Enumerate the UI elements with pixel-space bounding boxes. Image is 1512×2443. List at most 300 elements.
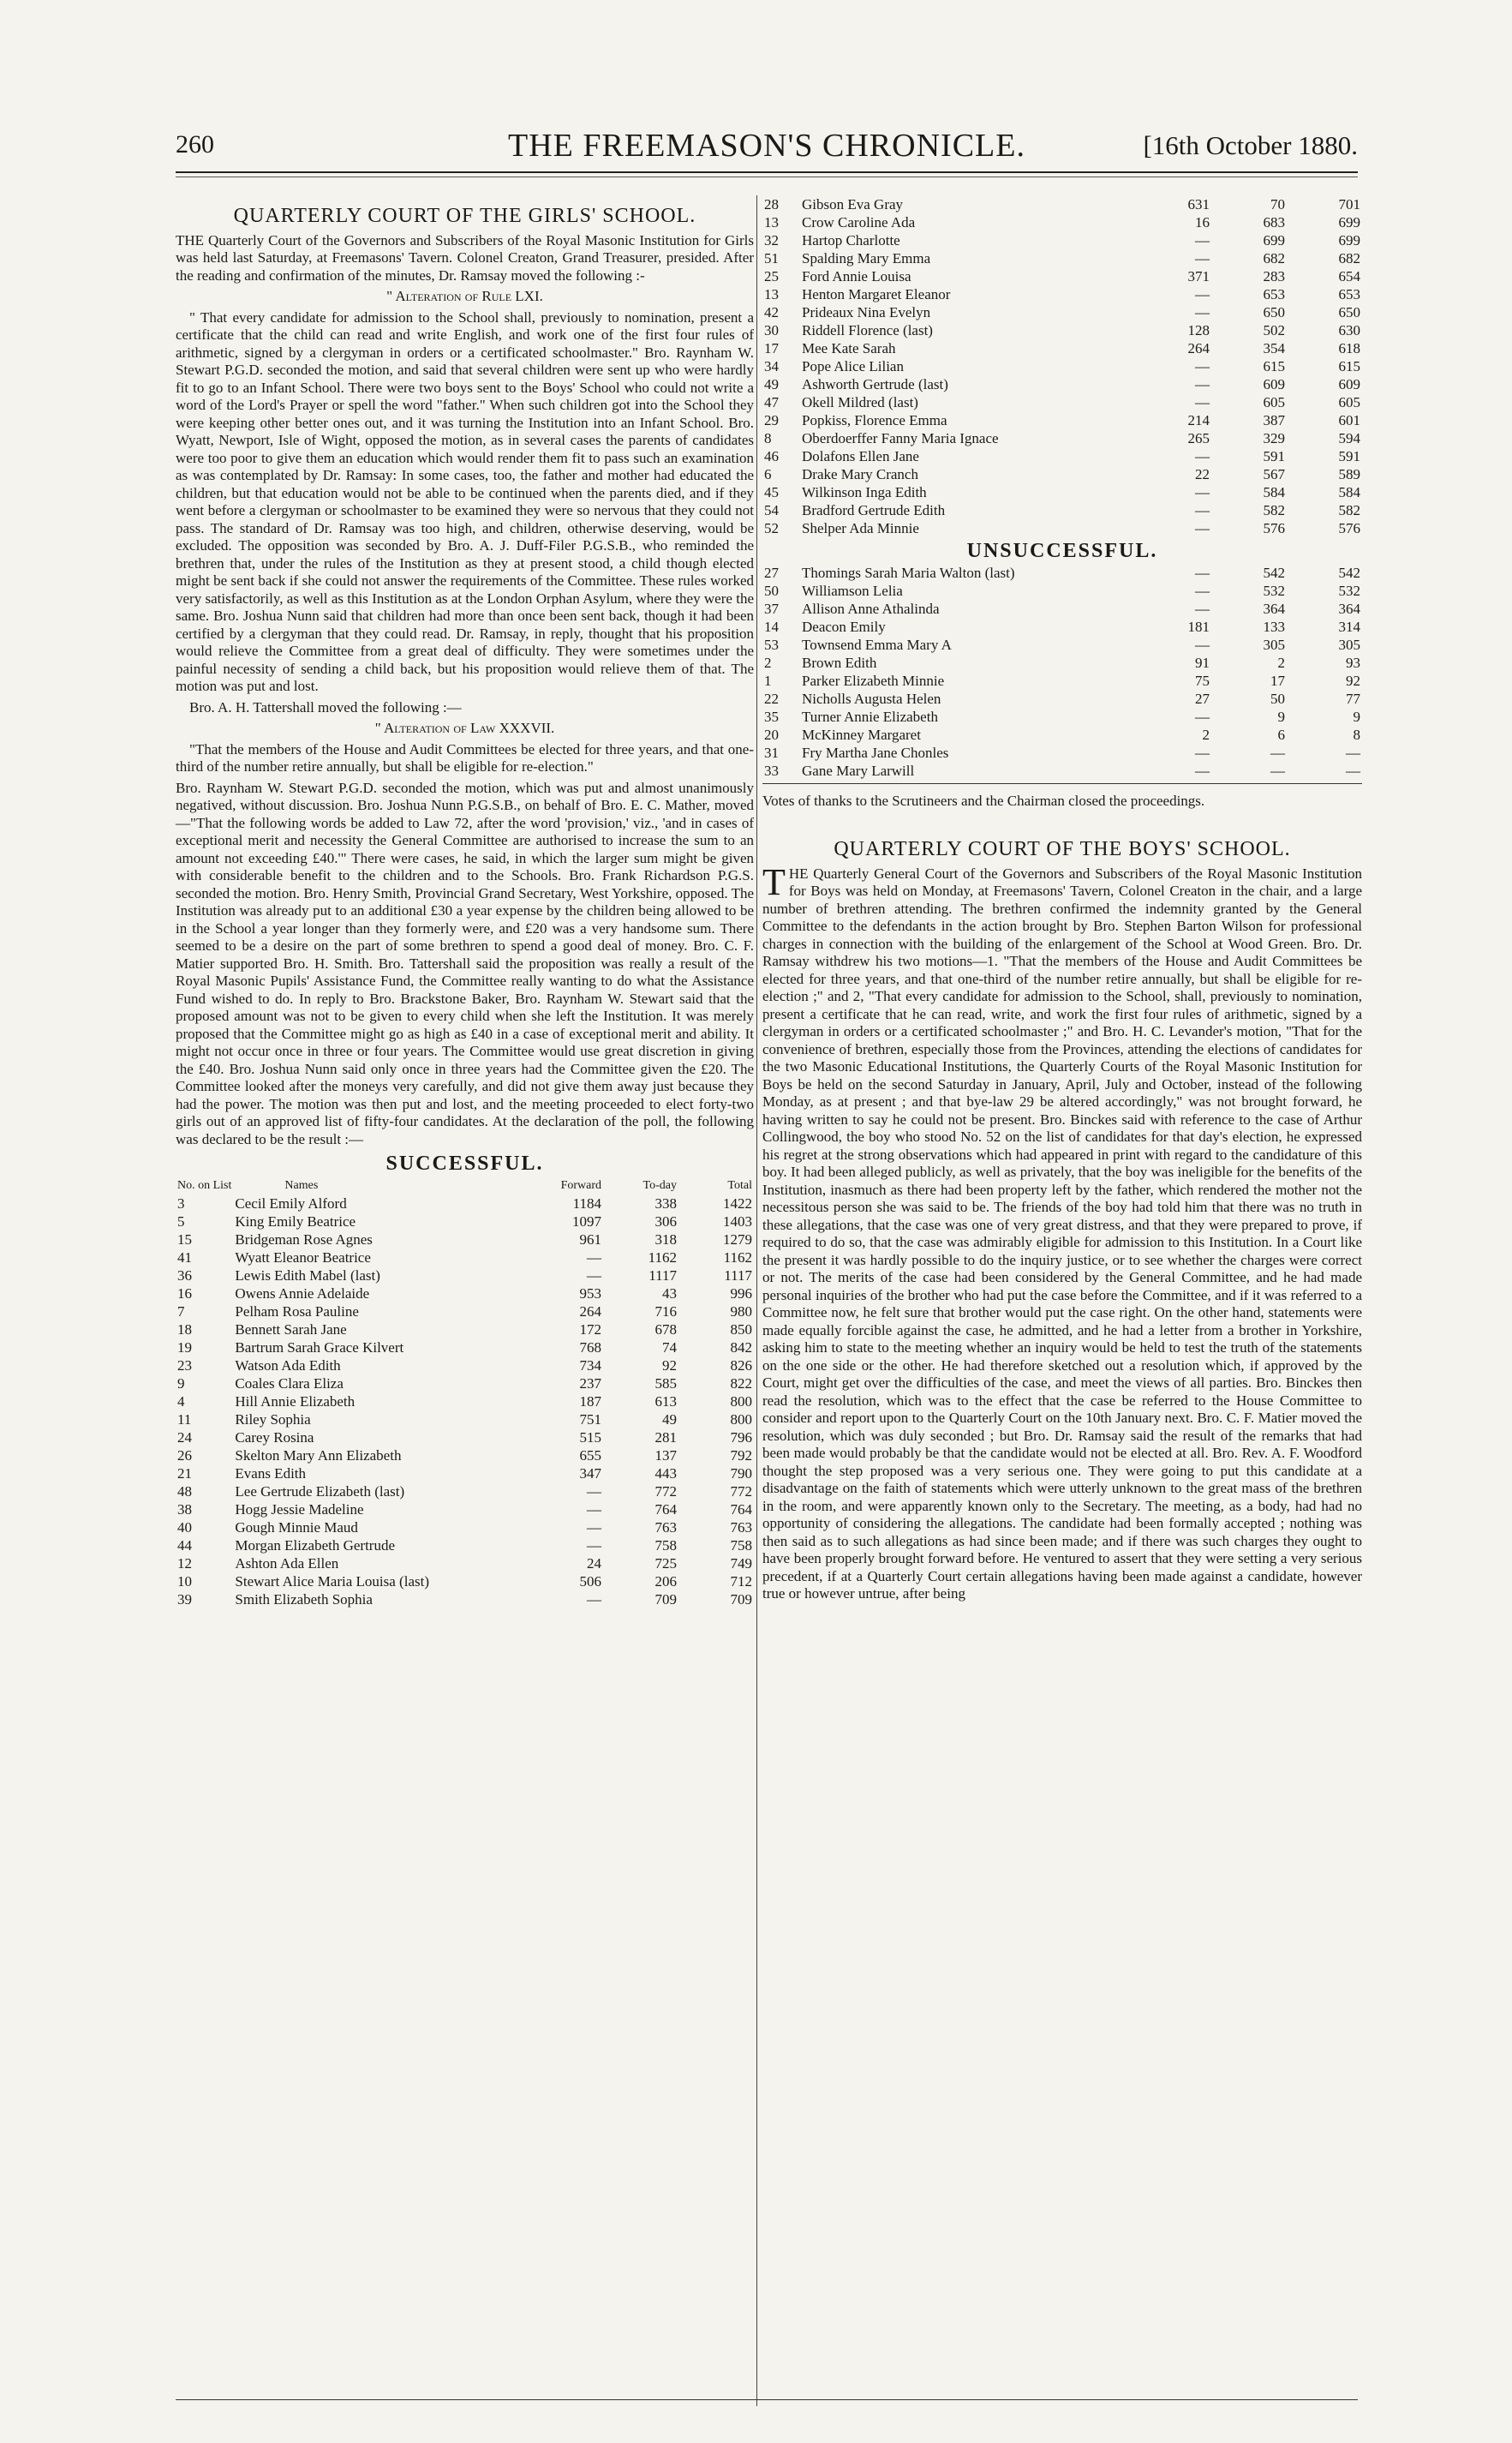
table-row xyxy=(176,1284,754,1302)
list-number: 45 xyxy=(764,484,779,500)
today-votes: 763 xyxy=(654,1518,677,1536)
today-votes: 283 xyxy=(1263,268,1285,284)
candidate-name: Turner Annie Elizabeth xyxy=(802,708,938,725)
candidate-name: Smith Elizabeth Sophia xyxy=(235,1590,373,1608)
list-number: 46 xyxy=(764,448,779,464)
total-votes: 542 xyxy=(1338,564,1360,581)
table-row xyxy=(176,1195,754,1213)
candidate-name: Fry Martha Jane Chonles xyxy=(802,744,949,761)
table-row xyxy=(762,582,1362,600)
today-votes: 758 xyxy=(654,1536,677,1554)
drop-cap: T xyxy=(762,860,786,903)
candidate-name: Lee Gertrude Elizabeth (last) xyxy=(235,1482,405,1500)
today-votes: 605 xyxy=(1263,394,1285,410)
list-number: 48 xyxy=(177,1482,192,1500)
list-number: 51 xyxy=(764,250,779,266)
today-votes: 70 xyxy=(1270,196,1285,213)
total-votes: — xyxy=(1346,762,1360,779)
total-votes: 842 xyxy=(730,1338,752,1356)
table-row xyxy=(762,600,1362,618)
today-votes: 650 xyxy=(1263,304,1285,320)
forward-votes: — xyxy=(587,1248,601,1266)
forward-votes: 953 xyxy=(579,1284,601,1302)
table-row xyxy=(762,483,1362,501)
candidate-name: Deacon Emily xyxy=(802,618,886,635)
forward-votes: 24 xyxy=(587,1554,601,1572)
candidate-name: Henton Margaret Eleanor xyxy=(802,286,951,302)
list-number: 4 xyxy=(177,1392,185,1410)
table-row xyxy=(762,762,1362,780)
today-votes: 709 xyxy=(654,1590,677,1608)
forward-votes: 75 xyxy=(1195,672,1210,689)
table-row xyxy=(176,1554,754,1572)
list-number: 36 xyxy=(177,1266,192,1284)
today-votes: 532 xyxy=(1263,582,1285,599)
list-number: 13 xyxy=(764,214,779,231)
total-votes: 749 xyxy=(730,1554,752,1572)
forward-votes: 237 xyxy=(579,1374,601,1392)
table-row xyxy=(762,231,1362,249)
total-votes: 582 xyxy=(1338,502,1360,518)
list-number: 49 xyxy=(764,376,779,392)
list-number: 23 xyxy=(177,1356,192,1374)
candidate-name: Nicholls Augusta Helen xyxy=(802,690,941,707)
list-number: 6 xyxy=(764,466,772,482)
total-votes: 314 xyxy=(1338,618,1360,635)
forward-votes: — xyxy=(1195,582,1210,599)
list-number: 24 xyxy=(177,1428,192,1446)
list-number: 41 xyxy=(177,1248,192,1266)
table-row xyxy=(762,195,1362,213)
total-votes: 630 xyxy=(1338,322,1360,338)
today-votes: 338 xyxy=(654,1195,677,1212)
today-votes: 206 xyxy=(654,1572,677,1590)
list-number: 1 xyxy=(764,672,772,689)
table-row xyxy=(762,501,1362,519)
table-row xyxy=(762,249,1362,267)
forward-votes: — xyxy=(1195,286,1210,302)
candidate-name: Allison Anne Athalinda xyxy=(802,600,940,617)
candidate-name: Shelper Ada Minnie xyxy=(802,520,919,536)
candidate-name: Owens Annie Adelaide xyxy=(235,1284,370,1302)
candidate-name: Popkiss, Florence Emma xyxy=(802,412,947,428)
total-votes: 764 xyxy=(730,1500,752,1518)
rule-caption: " Alteration of Rule LXI. xyxy=(386,288,543,304)
forward-votes: 631 xyxy=(1187,196,1210,213)
forward-votes: 751 xyxy=(579,1410,601,1428)
list-number: 34 xyxy=(764,358,779,374)
today-votes: 6 xyxy=(1277,726,1285,743)
right-column xyxy=(762,195,1362,1607)
masthead: THE FREEMASON'S CHRONICLE. xyxy=(508,128,1025,164)
table-row xyxy=(762,618,1362,636)
total-votes: 850 xyxy=(730,1320,752,1338)
forward-votes: — xyxy=(587,1518,601,1536)
table-row xyxy=(176,1302,754,1320)
today-votes: 305 xyxy=(1263,636,1285,653)
forward-votes: 265 xyxy=(1187,430,1210,446)
forward-votes: 264 xyxy=(1187,340,1210,356)
candidate-name: Okell Mildred (last) xyxy=(802,394,918,410)
candidate-name: Townsend Emma Mary A xyxy=(802,636,952,653)
table-row xyxy=(762,357,1362,375)
list-number: 33 xyxy=(764,762,779,779)
forward-votes: 181 xyxy=(1187,618,1210,635)
girls-intro: THE Quarterly Court of the Governors and Subscribers of the Royal Masonic Institution for Girls was held last Saturday, at Freemasons' Tavern. Colonel Creaton, Grand Treasurer, presided. After the reading and confirmation of the minutes, Dr. Ramsay moved the following :- xyxy=(176,231,754,284)
total-votes: 594 xyxy=(1338,430,1360,446)
total-votes: 591 xyxy=(1338,448,1360,464)
today-votes: 387 xyxy=(1263,412,1285,428)
table-row xyxy=(176,1230,754,1248)
total-votes: 1422 xyxy=(723,1195,752,1212)
forward-votes: 1184 xyxy=(572,1195,601,1212)
forward-votes: — xyxy=(1195,708,1210,725)
candidate-name: Parker Elizabeth Minnie xyxy=(802,672,945,689)
candidate-name: Lewis Edith Mabel (last) xyxy=(235,1266,380,1284)
table-row xyxy=(176,1428,754,1446)
total-votes: 609 xyxy=(1338,376,1360,392)
table-row xyxy=(762,708,1362,726)
total-votes: 800 xyxy=(730,1410,752,1428)
forward-votes: 1097 xyxy=(572,1213,601,1230)
total-votes: 792 xyxy=(730,1446,752,1464)
list-number: 32 xyxy=(764,232,779,248)
total-votes: 605 xyxy=(1338,394,1360,410)
candidate-name: Coales Clara Eliza xyxy=(235,1374,344,1392)
today-votes: 50 xyxy=(1270,690,1285,707)
successful-table xyxy=(176,1177,754,1608)
total-votes: 1403 xyxy=(723,1213,752,1230)
total-votes: 1279 xyxy=(723,1230,752,1248)
left-column xyxy=(176,195,754,1608)
list-number: 19 xyxy=(177,1338,192,1356)
list-number: 39 xyxy=(177,1590,192,1608)
table-row xyxy=(762,321,1362,339)
total-votes: 589 xyxy=(1338,466,1360,482)
girls-closing: Votes of thanks to the Scrutineers and the Chairman closed the proceedings. xyxy=(762,792,1205,809)
today-votes: — xyxy=(1270,762,1285,779)
issue-date: [16th October 1880. xyxy=(1143,130,1358,160)
today-votes: 502 xyxy=(1263,322,1285,338)
list-number: 15 xyxy=(177,1230,192,1248)
total-votes: 532 xyxy=(1338,582,1360,599)
list-number: 14 xyxy=(764,618,779,635)
forward-votes: 515 xyxy=(579,1428,601,1446)
today-votes: 9 xyxy=(1277,708,1285,725)
candidate-name: Gibson Eva Gray xyxy=(802,196,904,213)
total-votes: 576 xyxy=(1338,520,1360,536)
girls-law-discussion: Bro. Raynham W. Stewart P.G.D. seconded the motion, which was put and almost unanimously negatived, without discussion. Bro. Joshua Nunn P.G.S.B., on behalf of Bro. E. C. Mather, moved—"That the following words be added to Law 72, after the word 'provision,' viz., 'and in cases of exceptional merit and necessity the General Committee are authorised to increase the sum to an amount not exceeding £40.'" There were cases, he said, in which the larger sum might be given with considerable benefit to the children and to the Schools. Bro. Frank Richardson P.G.S. seconded the motion. Bro. Henry Smith, Provincial Grand Secretary, West Yorkshire, opposed. The Institution was already put to an additional £30 a year expense by the children being allowed to be in the School a year longer than they formerly were, and £20 was a very handsome sum. There seemed to be a desire on the part of some brethren to spend a good deal of money. Bro. C. F. Matier supported Bro. H. Smith. Bro. Tattershall said the proposition was really a result of the Royal Masonic Pupils' Assistance Fund, the Committee really wanting to do what the Assistance Fund wished to do. In reply to Bro. Brackstone Baker, Bro. Raynham W. Stewart said that the proposed amount was not to be given to every child when she left the Institution. It was merely proposed that the Committee might go as high as £40 in a case of exceptional merit and ability. It might not occur once in three or four years. The Committee would use great discretion in giving the £40. Bro. Joshua Nunn said only once in three years had the Committee given the £20. The Committee looked after the moneys very carefully, and did not give them away just because they had the power. The motion was then put and lost, and the meeting proceeded to elect forty-two girls out of an approved list of fifty-four candidates. At the declaration of the poll, the following was declared to be the result :— xyxy=(176,779,754,1147)
total-votes: 584 xyxy=(1338,484,1360,500)
list-number: 20 xyxy=(764,726,779,743)
table-row xyxy=(762,339,1362,357)
forward-votes: — xyxy=(1195,744,1210,761)
table-row xyxy=(762,267,1362,285)
today-votes: 306 xyxy=(654,1213,677,1230)
table-row xyxy=(176,1446,754,1464)
forward-votes: — xyxy=(1195,232,1210,248)
today-votes: 74 xyxy=(662,1338,677,1356)
list-number: 3 xyxy=(177,1195,185,1212)
page-header xyxy=(176,130,1358,165)
column-divider xyxy=(756,195,757,2406)
candidate-name: Gane Mary Larwill xyxy=(802,762,915,779)
girls-rule-discussion: " That every candidate for admission to the School shall, previously to nomination, present a certificate that the child can read and write English, and work one of the first four rules of arithmetic, signed by a clergyman in orders or a certificated schoolmaster." Bro. Raynham W. Stewart P.G.D. seconded the motion, and said that several children were sent up who were hardly fit to go to an Infant School. There were two boys sent to the Boys' School who could not write a word of the Lord's Prayer or spell the word "father." When such children got into the School they were keeping other better ones out, and it was turning the Institution into an Infant School. Bro. Wyatt, Newport, Isle of Wight, opposed the motion, as in several cases the parents of candidates were too poor to give them an education which would render them fit to pass such an examination as was contemplated by Dr. Ramsay: In some cases, too, the father and mother had educated the children, but that education would not be able to be continued when the parents died, and if they went before a clergyman or schoolmaster to be examined they were so nervous that they could not pass. The standard of Dr. Ramsay was too high, and children, otherwise deserving, would be excluded. The opposition was seconded by Bro. A. J. Duff-Filer P.G.S.B., who reminded the brethren that, under the rules of the Institution as they at present stood, a child though elected might be sent back if she could not answer the requirements of the Committee. These rules worked very satisfactorily, as well as this Institution as at the London Orphan Asylum, where they were the same. Bro. Joshua Nunn said that children had more than once been sent back, though it had been certified by a clergyman that they could read. Dr. Ramsay, in reply, thought that his proposition would relieve the Committee from a great deal of difficulty. They were sometimes under the painful necessity of sending a child back, but his proposition would relieve them of that. The motion was put and lost. xyxy=(176,308,754,694)
candidate-name: Hogg Jessie Madeline xyxy=(235,1500,364,1518)
forward-votes: — xyxy=(1195,600,1210,617)
candidate-name: Wyatt Eleanor Beatrice xyxy=(235,1248,371,1266)
today-votes: 1117 xyxy=(648,1266,677,1284)
list-number: 31 xyxy=(764,744,779,761)
table-row xyxy=(762,303,1362,321)
total-votes: 826 xyxy=(730,1356,752,1374)
forward-votes: 2 xyxy=(1202,726,1210,743)
list-number: 54 xyxy=(764,502,779,518)
forward-votes: 214 xyxy=(1187,412,1210,428)
total-votes: 92 xyxy=(1346,672,1360,689)
total-votes: 1117 xyxy=(724,1266,752,1284)
candidate-name: Drake Mary Cranch xyxy=(802,466,918,482)
table-row xyxy=(762,672,1362,690)
table-row xyxy=(176,1500,754,1518)
today-votes: 443 xyxy=(654,1464,677,1482)
total-votes: 653 xyxy=(1338,286,1360,302)
col-list-no: No. on List xyxy=(177,1178,232,1192)
forward-votes: — xyxy=(1195,376,1210,392)
candidate-name: Crow Caroline Ada xyxy=(802,214,916,231)
candidate-name: Mee Kate Sarah xyxy=(802,340,896,356)
candidate-name: Evans Edith xyxy=(235,1464,307,1482)
forward-votes: 128 xyxy=(1187,322,1210,338)
list-number: 18 xyxy=(177,1320,192,1338)
total-votes: 615 xyxy=(1338,358,1360,374)
today-votes: 764 xyxy=(654,1500,677,1518)
candidate-name: King Emily Beatrice xyxy=(235,1213,356,1230)
table-row xyxy=(762,636,1362,654)
unsuccessful-heading: UNSUCCESSFUL. xyxy=(966,540,1158,562)
today-votes: 281 xyxy=(654,1428,677,1446)
table-row xyxy=(176,1338,754,1356)
forward-votes: — xyxy=(587,1536,601,1554)
forward-votes: 961 xyxy=(579,1230,601,1248)
today-votes: 615 xyxy=(1263,358,1285,374)
total-votes: 77 xyxy=(1346,690,1360,707)
successful-table-continued xyxy=(762,195,1362,537)
total-votes: — xyxy=(1346,744,1360,761)
candidate-name: Pope Alice Lilian xyxy=(802,358,904,374)
list-number: 26 xyxy=(177,1446,192,1464)
today-votes: 613 xyxy=(654,1392,677,1410)
list-number: 25 xyxy=(764,268,779,284)
table-end-rule xyxy=(762,780,1362,784)
table-row xyxy=(762,564,1362,582)
candidate-name: Dolafons Ellen Jane xyxy=(802,448,919,464)
total-votes: 682 xyxy=(1338,250,1360,266)
forward-votes: — xyxy=(1195,502,1210,518)
col-today: To-day xyxy=(642,1178,677,1192)
forward-votes: 371 xyxy=(1187,268,1210,284)
candidate-name: Watson Ada Edith xyxy=(235,1356,341,1374)
total-votes: 800 xyxy=(730,1392,752,1410)
forward-votes: 22 xyxy=(1195,466,1210,482)
boys-school-title: QUARTERLY COURT OF THE BOYS' SCHOOL. xyxy=(834,838,1291,860)
forward-votes: — xyxy=(1195,250,1210,266)
forward-votes: 264 xyxy=(579,1302,601,1320)
candidate-name: Williamson Lelia xyxy=(802,582,903,599)
today-votes: 318 xyxy=(654,1230,677,1248)
candidate-name: Brown Edith xyxy=(802,654,877,671)
total-votes: 712 xyxy=(730,1572,752,1590)
candidate-name: Bartrum Sarah Grace Kilvert xyxy=(235,1338,404,1356)
successful-heading: SUCCESSFUL. xyxy=(385,1153,544,1175)
boys-body xyxy=(762,860,1362,1603)
forward-votes: 172 xyxy=(579,1320,601,1338)
list-number: 11 xyxy=(177,1410,192,1428)
total-votes: 1162 xyxy=(723,1248,752,1266)
total-votes: 699 xyxy=(1338,214,1360,231)
table-row xyxy=(176,1248,754,1266)
today-votes: 354 xyxy=(1263,340,1285,356)
total-votes: 772 xyxy=(730,1482,752,1500)
total-votes: 650 xyxy=(1338,304,1360,320)
table-row xyxy=(176,1590,754,1608)
table-row xyxy=(762,447,1362,465)
forward-votes: — xyxy=(1195,636,1210,653)
table-row xyxy=(762,726,1362,744)
today-votes: 609 xyxy=(1263,376,1285,392)
total-votes: 796 xyxy=(730,1428,752,1446)
forward-votes: — xyxy=(587,1266,601,1284)
forward-votes: 768 xyxy=(579,1338,601,1356)
table-row xyxy=(762,375,1362,393)
candidate-name: Riddell Florence (last) xyxy=(802,322,933,338)
total-votes: 654 xyxy=(1338,268,1360,284)
table-row xyxy=(176,1572,754,1590)
today-votes: 133 xyxy=(1263,618,1285,635)
header-rule xyxy=(176,171,1358,173)
today-votes: 1162 xyxy=(648,1248,677,1266)
list-number: 38 xyxy=(177,1500,192,1518)
list-number: 37 xyxy=(764,600,779,617)
total-votes: 601 xyxy=(1338,412,1360,428)
table-row xyxy=(176,1482,754,1500)
table-row xyxy=(762,411,1362,429)
col-total: Total xyxy=(727,1178,752,1192)
col-forward: Forward xyxy=(560,1178,601,1192)
forward-votes: — xyxy=(587,1500,601,1518)
list-number: 28 xyxy=(764,196,779,213)
law-caption: " Alteration of Law XXXVII. xyxy=(374,720,555,736)
forward-votes: — xyxy=(1195,520,1210,536)
list-number: 5 xyxy=(177,1213,185,1230)
list-number: 27 xyxy=(764,564,779,581)
table-row xyxy=(176,1410,754,1428)
candidate-name: Stewart Alice Maria Louisa (last) xyxy=(235,1572,429,1590)
candidate-name: Bennett Sarah Jane xyxy=(235,1320,347,1338)
total-votes: 701 xyxy=(1338,196,1360,213)
total-votes: 8 xyxy=(1353,726,1360,743)
list-number: 47 xyxy=(764,394,779,410)
list-number: 50 xyxy=(764,582,779,599)
total-votes: 790 xyxy=(730,1464,752,1482)
today-votes: 364 xyxy=(1263,600,1285,617)
today-votes: 585 xyxy=(654,1374,677,1392)
today-votes: 43 xyxy=(662,1284,677,1302)
forward-votes: — xyxy=(1195,484,1210,500)
candidate-name: Bridgeman Rose Agnes xyxy=(235,1230,373,1248)
candidate-name: Thomings Sarah Maria Walton (last) xyxy=(802,564,1015,581)
total-votes: 305 xyxy=(1338,636,1360,653)
forward-votes: — xyxy=(1195,358,1210,374)
list-number: 21 xyxy=(177,1464,192,1482)
table-row xyxy=(176,1320,754,1338)
total-votes: 822 xyxy=(730,1374,752,1392)
today-votes: 17 xyxy=(1270,672,1285,689)
candidate-name: Wilkinson Inga Edith xyxy=(802,484,927,500)
footer-rule xyxy=(176,2399,1358,2400)
total-votes: 709 xyxy=(730,1590,752,1608)
candidate-name: Ashton Ada Ellen xyxy=(235,1554,339,1572)
today-votes: 678 xyxy=(654,1320,677,1338)
forward-votes: — xyxy=(1195,762,1210,779)
forward-votes: 347 xyxy=(579,1464,601,1482)
list-number: 17 xyxy=(764,340,779,356)
total-votes: 699 xyxy=(1338,232,1360,248)
today-votes: — xyxy=(1270,744,1285,761)
list-number: 8 xyxy=(764,430,772,446)
candidate-name: Oberdoerffer Fanny Maria Ignace xyxy=(802,430,999,446)
candidate-name: Prideaux Nina Evelyn xyxy=(802,304,931,320)
today-votes: 542 xyxy=(1263,564,1285,581)
today-votes: 92 xyxy=(662,1356,677,1374)
today-votes: 682 xyxy=(1263,250,1285,266)
page-number: 260 xyxy=(176,130,214,159)
table-row xyxy=(762,519,1362,537)
table-row xyxy=(176,1392,754,1410)
forward-votes: — xyxy=(1195,394,1210,410)
today-votes: 725 xyxy=(654,1554,677,1572)
forward-votes: 16 xyxy=(1195,214,1210,231)
table-row xyxy=(176,1374,754,1392)
forward-votes: — xyxy=(1195,304,1210,320)
candidate-name: Riley Sophia xyxy=(235,1410,311,1428)
table-row xyxy=(762,744,1362,762)
forward-votes: — xyxy=(1195,564,1210,581)
candidate-name: Bradford Gertrude Edith xyxy=(802,502,946,518)
total-votes: 980 xyxy=(730,1302,752,1320)
candidate-name: McKinney Margaret xyxy=(802,726,921,743)
list-number: 12 xyxy=(177,1554,192,1572)
list-number: 2 xyxy=(764,654,772,671)
table-row xyxy=(762,393,1362,411)
list-number: 10 xyxy=(177,1572,192,1590)
table-row xyxy=(176,1536,754,1554)
total-votes: 996 xyxy=(730,1284,752,1302)
table-header-row xyxy=(176,1177,754,1195)
today-votes: 329 xyxy=(1263,430,1285,446)
boys-body-text: HE Quarterly General Court of the Governors and Subscribers of the Royal Masonic Institution for Boys was held on Monday, at Freemasons' Tavern, Colonel Creaton in the chair, and a large number of brethren attending. The brethren confirmed the indemnity granted by the General Committee to the defendants in the action brought by Bro. Stephen Barton Wilson for professional charges in connection with the building of the enlargement of the School at Wood Green. Bro. Dr. Ramsay withdrew his two motions—1. "That the members of the House and Audit Committees be elected for three years, and that one-third of the number retire annually, but shall be eligible for re-election ;" and 2, "That every candidate for admission to the School, shall, previously to nomination, present a certificate that he can read, write, and work the first four rules of arithmetic, signed by a clergyman in orders or a certificated schoolmaster ;" and Bro. H. C. Levander's motion, "That for the convenience of brethren, especially those from the Provinces, attending the elections of candidates for the two Masonic Educational Institutions, the Quarterly Courts of the Royal Masonic Institution for Boys be held on the second Saturday in January, April, July and October, instead of the following Monday, as at present ; and that bye-law 29 be altered accordingly," was not brought forward, he having written to say he could not be present. Bro. Binckes said with reference to the case of Arthur Collingwood, the boy who stood No. 52 on the list of candidates for that day's election, he expressed his regret at the strong observations which had appeared in print with regard to the candidature of this boy. It had been alleged publicly, as well as privately, that the boy was ineligible for the benefits of the Institution, inasmuch as there had been property left by the father, which rendered the mother not the necessitous person she was said to be. The friends of the boy had told him that there was no truth in these allegations, that the case was one of very great distress, and that they were prepared to prove, if required to do so, that the case was admirably eligible for admission to this Institution. In a Court like the present it was hardly possible to do the inquiry justice, or to see whether the charges were correct or not. The merits of the case had been considered by the General Committee, and he had made personal inquiries of the brother who had put the case before the Committee, and if it was referred to a Committee now, he felt sure that brother would put the case right. On the other hand, statements were made equally forcible against the case, he admitted, and he had a letter from a brother in Yorkshire, asking him to state to the meeting whether an inquiry would be held to test the truth of the statements on the one side or the other. He had therefore sketched out a resolution which, if approved by the Court, might get over the difficulties of the case, and meet the views of all parties. Bro. Binckes then read the resolution, which was to the effect that the case be referred to the House Committee to consider and report upon to the Quarterly Court on the 10th January next. Bro. C. F. Matier moved the resolution, which was duly seconded ; but Bro. Dr. Ramsay said the result of the remarks that had been made would probably be that the candidate would not be elected at all. Bro. Rev. A. F. Woodford thought the step proposed was a very serious one. They were going to put this candidate at a disadvantage on the faith of statements which were utterly unknown to the great mass of the brethren in the room, and were apparently known only to the Secretary. The meeting, as a body, had had no opportunity of considering the allegations. The candidate had been formally accepted ; nothing was then said as to such allegations as had since been made; and if there was such charges they ought to have been properly brought forward before. He ventured to assert that they were setting a very serious precedent, if at a Quarterly Court certain allegations having been made against a candidate, however true or however untrue, after being xyxy=(762,865,1362,1602)
total-votes: 93 xyxy=(1346,654,1360,671)
today-votes: 576 xyxy=(1263,520,1285,536)
candidate-name: Skelton Mary Ann Elizabeth xyxy=(235,1446,402,1464)
table-row xyxy=(176,1518,754,1536)
forward-votes: 734 xyxy=(579,1356,601,1374)
table-row xyxy=(762,213,1362,231)
candidate-name: Gough Minnie Maud xyxy=(235,1518,358,1536)
table-row xyxy=(762,654,1362,672)
forward-votes: 506 xyxy=(579,1572,601,1590)
candidate-name: Hartop Charlotte xyxy=(802,232,900,248)
